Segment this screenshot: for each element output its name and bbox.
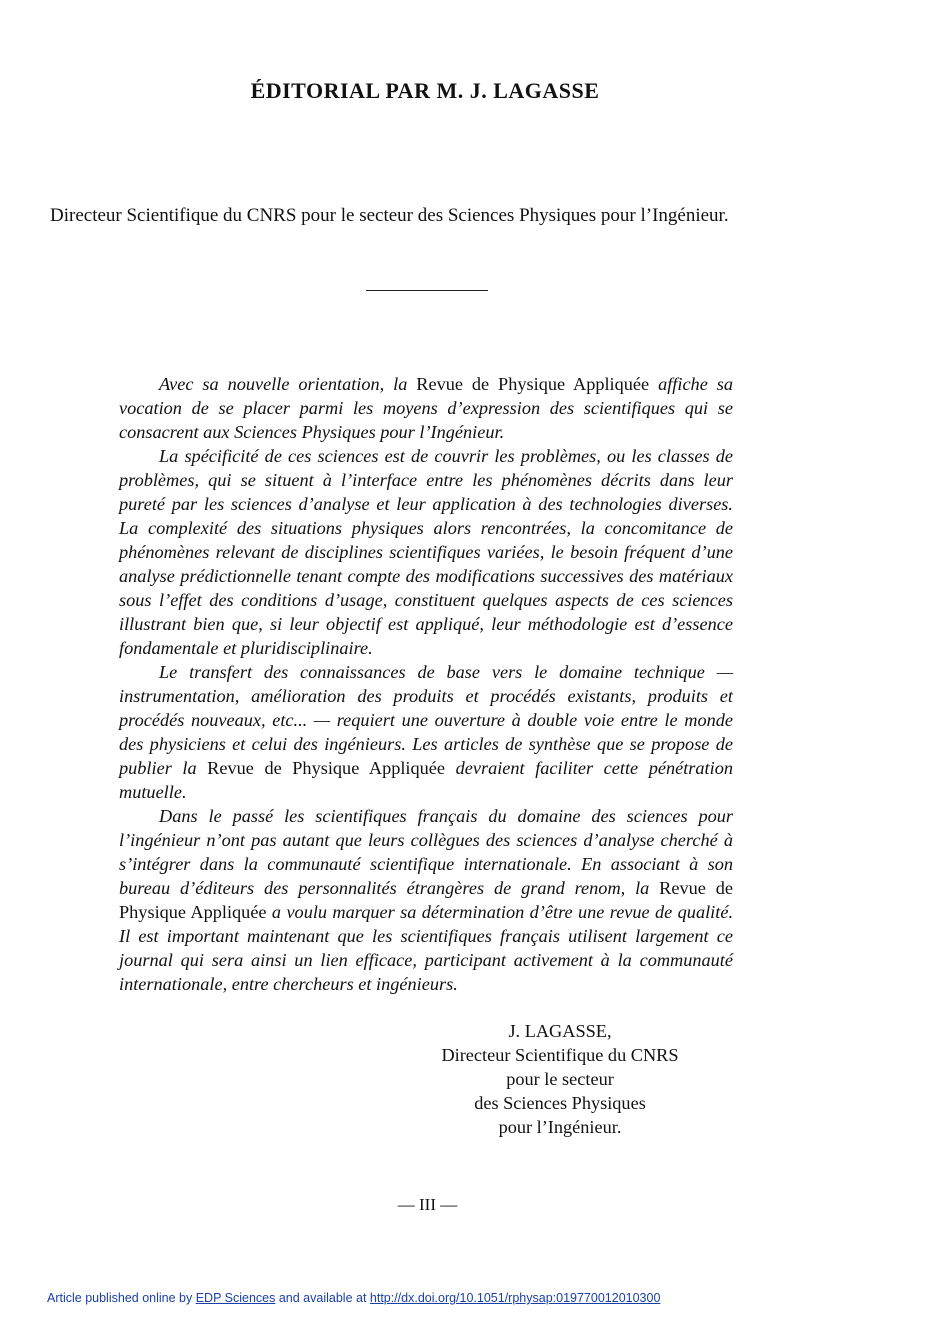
paragraph-1: [119, 372, 733, 444]
journal-name: Revue de Physique Appliquée: [119, 878, 733, 922]
journal-name: Revue de Physique Appliquée: [207, 758, 446, 778]
footer-text: Article published online by: [47, 1291, 196, 1305]
paragraph-3-text-b: devraient faciliter cette pénétration mutuelle.: [119, 758, 733, 802]
signature-line: des Sciences Physiques: [474, 1093, 646, 1113]
journal-name: Revue de Physique Appliquée: [416, 374, 650, 394]
signature-name: J. LAGASSE,: [508, 1021, 612, 1041]
paragraph-4-text-b: a voulu marquer sa détermination d’être une revue de qualité. Il est important maintenant que les scientifiques français utilisent largement ce journal qui sera ainsi un lien efficace, participant activement à la communauté internationale, entre chercheurs et ingénieurs.: [119, 902, 734, 994]
footer-text: and available at: [275, 1291, 370, 1305]
paragraph-1-text-b: affiche sa vocation de se placer parmi les moyens d’expression des scientifiques qui se consacrent aux Sciences Physiques pour l’Ingénieur.: [119, 374, 733, 442]
paragraph-1-text-a: Avec sa nouvelle orientation, la: [159, 374, 417, 394]
signature-line: pour le secteur: [506, 1069, 614, 1089]
publication-footer: [47, 1291, 660, 1305]
doi-link[interactable]: http://dx.doi.org/10.1051/rphysap:019770012010300: [369, 1291, 661, 1305]
editorial-body: [119, 372, 733, 996]
paragraph-2: La spécificité de ces sciences est de couvrir les problèmes, ou les classes de problèmes, qui se situent à l’interface entre les phénomènes décrits dans leur pureté par les sciences d’analyse et leur application à des technologies diverses. La complexité des situations physiques alors rencontrées, la concomitance de phénomènes relevant de disciplines scientifiques variées, le besoin fréquent d’une analyse prédictionnelle tenant compte des modifications successives des matériaux sous l’effet des conditions d’usage, constituent quelques aspects de ces sciences illustrant bien que, si leur objectif est appliqué, leur méthodologie est d’essence fondamentale et pluridisciplinaire.: [119, 446, 733, 658]
paragraph-4-text-a: Dans le passé les scientifiques français du domaine des sciences pour l’ingénieur n’ont pas autant que leurs collègues des sciences d’analyse cherché à s’intégrer dans la communauté scientifique internationale. En associant à son bureau d’éditeurs des personnalités étrangères de grand renom, la: [119, 806, 733, 898]
editorial-title: ÉDITORIAL PAR M. J. LAGASSE: [250, 78, 600, 103]
paragraph-3: [119, 660, 733, 804]
edp-sciences-link[interactable]: EDP Sciences: [195, 1291, 276, 1305]
page-number: — III —: [397, 1195, 458, 1214]
signature-line: Directeur Scientifique du CNRS: [441, 1045, 679, 1065]
paragraph-3-text-a: Le transfert des connaissances de base vers le domaine technique — instrumentation, amélioration des produits et procédés existants, produits et procédés nouveaux, etc... — requiert une ouverture à double voie entre le monde des physiciens et celui des ingénieurs. Les articles de synthèse que se propose de publier la: [119, 662, 733, 778]
signature-block: [400, 1019, 720, 1139]
paragraph-4: [119, 804, 733, 996]
signature-line: pour l’Ingénieur.: [498, 1117, 622, 1137]
separator-rule: [366, 290, 488, 291]
author-affiliation: Directeur Scientifique du CNRS pour le secteur des Sciences Physiques pour l’Ingénieur.: [50, 205, 729, 226]
